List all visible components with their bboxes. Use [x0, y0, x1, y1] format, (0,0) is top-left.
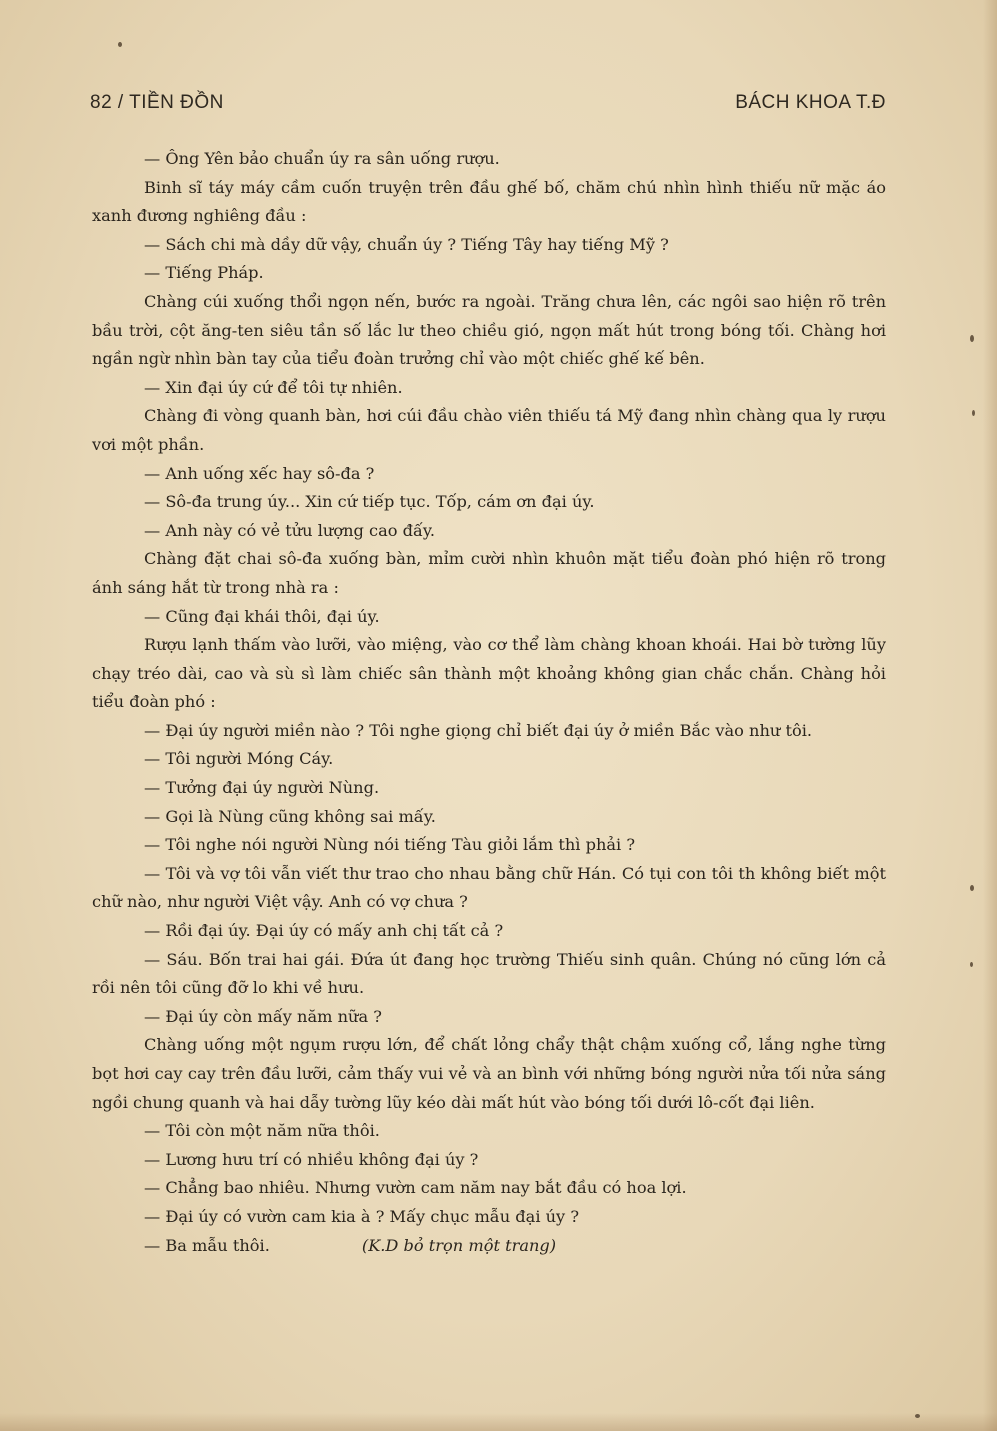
paragraph: — Đại úy có vườn cam kia à ? Mấy chục mẫu đại úy ? [144, 1206, 580, 1226]
paragraph: — Tưởng đại úy người Nùng. [144, 778, 380, 798]
paragraph: — Đại úy còn mấy năm nữa ? [144, 1006, 382, 1026]
paragraph: — Tôi người Móng Cáy. [144, 749, 334, 769]
paragraph: Binh sĩ táy máy cầm cuốn truyện trên đầu ghế bố, chăm chú nhìn hình thiếu nữ mặc áo xanh đương nghiêng đầu : [92, 177, 886, 226]
paragraph: Rượu lạnh thấm vào lưỡi, vào miệng, vào cơ thể làm chàng khoan khoái. Hai bờ tường lũy chạy tréo dài, cao và sù sì làm chiếc sân thành một khoảng không gian chắc chắn. Chàng hỏi tiểu đoàn phó : [92, 635, 886, 712]
paragraph: — Tiếng Pháp. [144, 263, 264, 283]
paragraph: — Anh uống xếc hay sô-đa ? [144, 463, 375, 483]
header-page-number-title: 82 / TIỀN ĐỒN [90, 92, 224, 113]
paragraph: Chàng cúi xuống thổi ngọn nến, bước ra ngoài. Trăng chưa lên, các ngôi sao hiện rõ trên bầu trời, cột ăng-ten siêu tần số lắc lư theo chiều gió, ngọn mất hút trong bóng tối. Chàng hơi ngần ngừ nhìn bàn tay của tiểu đoàn trưởng chỉ vào một chiếc ghế kế bên. [92, 291, 886, 369]
paragraph: — Lương hưu trí có nhiều không đại úy ? [144, 1149, 479, 1169]
paragraph: — Ông Yên bảo chuẩn úy ra sân uống rượu. [144, 149, 500, 168]
paper-speck [970, 335, 974, 342]
paper-speck [970, 885, 974, 891]
article-body [92, 145, 886, 1260]
page-edge-shadow [983, 0, 997, 1431]
header-publication: BÁCH KHOA T.Đ [735, 92, 886, 113]
paragraph: Chàng uống một ngụm rượu lớn, để chất lỏng chẩy thật chậm xuống cổ, lắng nghe từng bọt hơi cay cay trên đầu lưỡi, cảm thấy vui vẻ và an bình với những bóng người nửa tối nửa sáng ngồi chung quanh và hai dẫy tường lũy kéo dài mất hút vào bóng tối dưới lô-cốt đại liên. [92, 1035, 886, 1112]
paragraph: — Rồi đại úy. Đại úy có mấy anh chị tất cả ? [144, 921, 504, 941]
paragraph: — Gọi là Nùng cũng không sai mấy. [144, 806, 436, 826]
paragraph: — Tôi còn một năm nữa thôi. [144, 1121, 380, 1141]
paragraph: — Tôi nghe nói người Nùng nói tiếng Tàu giỏi lắm thì phải ? [144, 835, 636, 855]
closing-line [92, 1232, 886, 1261]
paper-speck [915, 1414, 920, 1418]
paragraph: — Chẳng bao nhiêu. Nhưng vườn cam năm nay bắt đầu có hoa lợi. [144, 1178, 687, 1198]
page-bottom-shadow [0, 1413, 997, 1431]
closing-dialogue: — Ba mẫu thôi. [144, 1235, 270, 1255]
paragraph: — Cũng đại khái thôi, đại úy. [144, 606, 380, 626]
paragraph: — Đại úy người miền nào ? Tôi nghe giọng chỉ biết đại úy ở miền Bắc vào như tôi. [144, 720, 813, 740]
paragraph: — Sách chi mà dầy dữ vậy, chuẩn úy ? Tiếng Tây hay tiếng Mỹ ? [144, 234, 669, 254]
paragraph: Chàng đặt chai sô-đa xuống bàn, mỉm cười nhìn khuôn mặt tiểu đoàn phó hiện rõ trong ánh sáng hắt từ trong nhà ra : [92, 549, 886, 597]
paper-speck [118, 42, 122, 47]
paragraph: — Anh này có vẻ tửu lượng cao đấy. [144, 520, 436, 540]
paragraph: Chàng đi vòng quanh bàn, hơi cúi đầu chào viên thiếu tá Mỹ đang nhìn chàng qua ly rượu vơi một phần. [92, 406, 886, 454]
paper-speck [972, 410, 975, 416]
paragraph: — Xin đại úy cứ để tôi tự nhiên. [144, 377, 403, 397]
running-header [90, 88, 886, 118]
paragraph: — Sáu. Bốn trai hai gái. Đứa út đang học trường Thiếu sinh quân. Chúng nó cũng lớn cả rồi nên tôi cũng đỡ lo khi về hưu. [92, 949, 886, 998]
paper-speck [970, 962, 973, 967]
editor-note: (K.D bỏ trọn một trang) [361, 1235, 557, 1255]
paragraph: — Tôi và vợ tôi vẫn viết thư trao cho nhau bằng chữ Hán. Có tụi con tôi th không biết một chữ nào, như người Việt vậy. Anh có vợ chưa ? [92, 863, 886, 912]
paragraph: — Sô-đa trung úy... Xin cứ tiếp tục. Tốp, cám ơn đại úy. [144, 492, 595, 512]
